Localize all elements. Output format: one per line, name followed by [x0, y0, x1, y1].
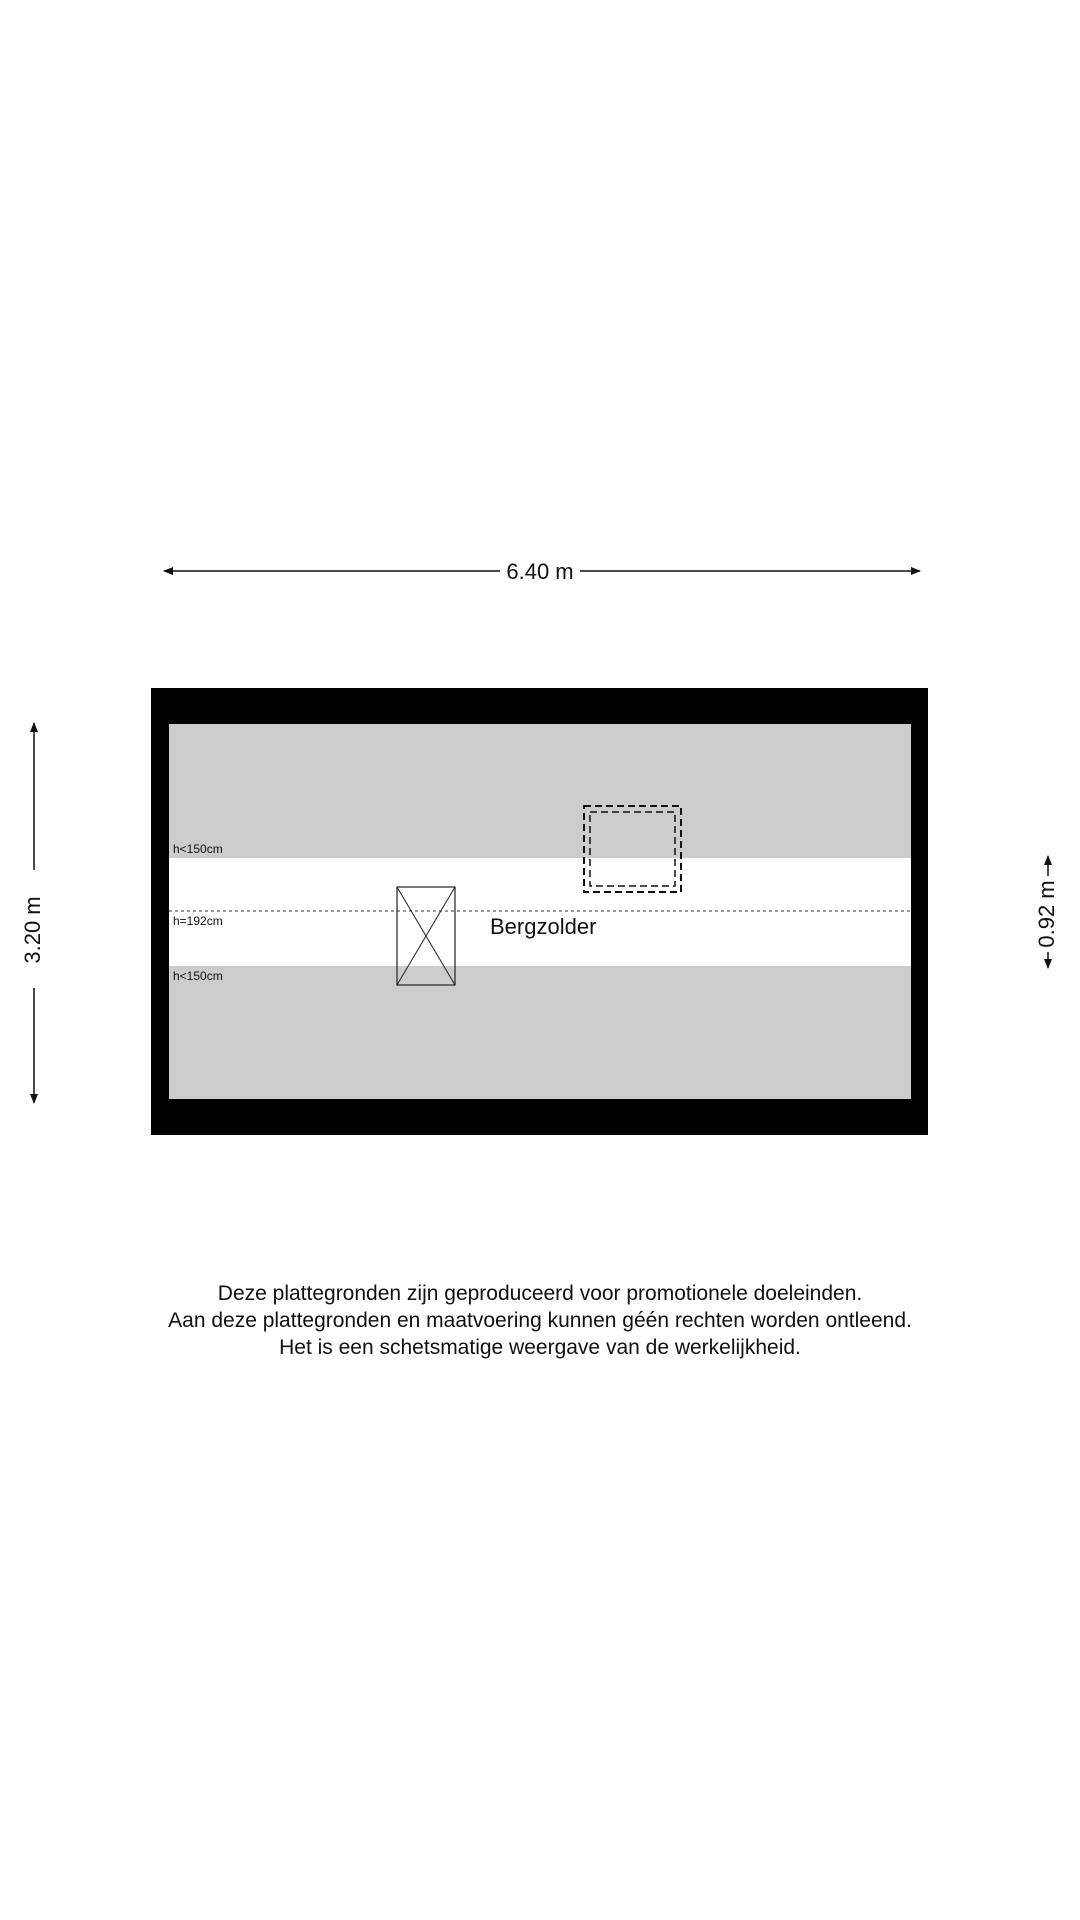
standing-height-zone: [169, 858, 911, 966]
low-ceiling-zone-lower: [169, 966, 911, 1099]
disclaimer: [0, 1280, 1080, 1361]
height-dimension: [1034, 856, 1059, 968]
disclaimer-line-2: Aan deze plattegronden en maatvoering kunnen géén rechten worden ontleend.: [168, 1309, 912, 1332]
disclaimer-line-3: Het is een schetsmatige weergave van de werkelijkheid.: [279, 1336, 801, 1359]
height-annotation-upper: h<150cm: [173, 842, 223, 856]
disclaimer-line-1: Deze plattegronden zijn geproduceerd voor promotionele doeleinden.: [217, 1282, 863, 1305]
room-label: Bergzolder: [490, 914, 597, 939]
width-dimension: [164, 559, 920, 584]
depth-dimension: [20, 723, 45, 1103]
low-ceiling-zone-upper: [169, 724, 911, 858]
height-annotation-lower: h<150cm: [173, 969, 223, 983]
width-dimension-label: 6.40 m: [506, 559, 574, 584]
height-dimension-label: 0.92 m: [1033, 880, 1059, 948]
depth-dimension-label: 3.20 m: [19, 896, 45, 964]
height-annotation-ridge: h=192cm: [173, 914, 223, 928]
